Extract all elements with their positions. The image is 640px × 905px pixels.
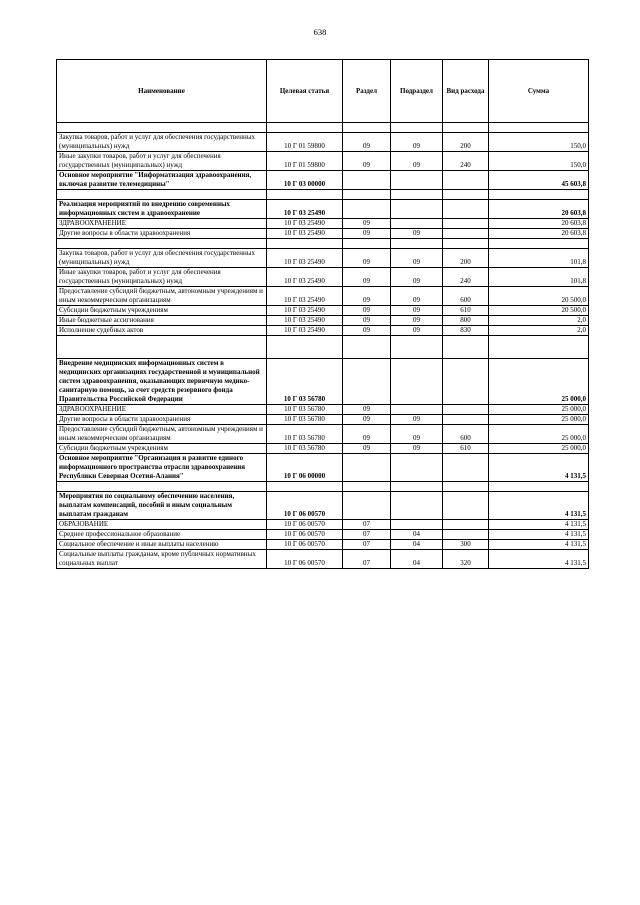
cell-section: 09 [343, 306, 391, 316]
cell-amount: 4 131,5 [489, 520, 589, 530]
cell-section: 07 [343, 550, 391, 569]
cell-subsection [391, 123, 443, 133]
cell-subsection: 04 [391, 540, 443, 550]
cell-expense-type [443, 415, 489, 425]
cell-expense-type: 610 [443, 444, 489, 454]
table-row [57, 520, 589, 530]
cell-target: 10 Г 03 25490 [267, 229, 343, 239]
table-row [57, 133, 589, 152]
cell-name: Социальные выплаты гражданам, кроме публичных нормативных социальных выплат [57, 550, 267, 569]
cell-name: Среднее профессиональное образование [57, 530, 267, 540]
cell-amount: 25 000,0 [489, 444, 589, 454]
cell-amount: 150,0 [489, 152, 589, 171]
cell-target: 10 Г 06 00570 [267, 530, 343, 540]
cell-expense-type [443, 530, 489, 540]
header-subsection: Подраздел [391, 60, 443, 123]
cell-target [267, 239, 343, 249]
cell-name: Предоставление субсидий бюджетным, автономным учреждениям и иным некоммерческим организациям [57, 425, 267, 444]
cell-target: 10 Г 01 59800 [267, 152, 343, 171]
cell-expense-type [443, 171, 489, 190]
cell-expense-type [443, 336, 489, 359]
cell-amount: 2,0 [489, 326, 589, 336]
cell-section: 07 [343, 520, 391, 530]
cell-target: 10 Г 01 59800 [267, 133, 343, 152]
cell-name [57, 123, 267, 133]
cell-name: Закупка товаров, работ и услуг для обеспечения государственных (муниципальных) нужд [57, 133, 267, 152]
cell-expense-type [443, 219, 489, 229]
table-row [57, 190, 589, 200]
cell-amount: 4 131,5 [489, 454, 589, 482]
cell-section [343, 336, 391, 359]
cell-amount: 20 500,0 [489, 306, 589, 316]
cell-amount: 20 603,8 [489, 219, 589, 229]
cell-expense-type [443, 123, 489, 133]
cell-target: 10 Г 06 00570 [267, 492, 343, 520]
cell-subsection [391, 190, 443, 200]
table-row [57, 123, 589, 133]
cell-amount: 4 131,5 [489, 492, 589, 520]
cell-amount: 150,0 [489, 133, 589, 152]
cell-target: 10 Г 03 56780 [267, 425, 343, 444]
table-row [57, 405, 589, 415]
cell-amount [489, 482, 589, 492]
cell-target: 10 Г 03 25490 [267, 326, 343, 336]
cell-subsection: 09 [391, 287, 443, 306]
table-row [57, 239, 589, 249]
cell-name: Закупка товаров, работ и услуг для обеспечения государственных (муниципальных) нужд [57, 249, 267, 268]
cell-amount: 25 000,0 [489, 415, 589, 425]
cell-subsection [391, 492, 443, 520]
cell-section [343, 200, 391, 219]
cell-expense-type [443, 359, 489, 405]
cell-section: 09 [343, 444, 391, 454]
cell-section [343, 171, 391, 190]
table-row [57, 249, 589, 268]
cell-name: Иные закупки товаров, работ и услуг для обеспечения государственных (муниципальных) нужд [57, 152, 267, 171]
cell-target: 10 Г 03 56780 [267, 444, 343, 454]
cell-amount: 2,0 [489, 316, 589, 326]
cell-subsection [391, 171, 443, 190]
cell-subsection [391, 482, 443, 492]
cell-expense-type [443, 454, 489, 482]
cell-section: 07 [343, 540, 391, 550]
cell-subsection [391, 520, 443, 530]
table-row [57, 425, 589, 444]
cell-name [57, 239, 267, 249]
cell-target [267, 482, 343, 492]
cell-name: Другие вопросы в области здравоохранения [57, 415, 267, 425]
cell-name: Иные бюджетные ассигнования [57, 316, 267, 326]
cell-section [343, 190, 391, 200]
cell-section [343, 123, 391, 133]
table-row [57, 530, 589, 540]
cell-expense-type [443, 492, 489, 520]
cell-amount: 25 000,0 [489, 425, 589, 444]
cell-amount [489, 239, 589, 249]
cell-name: ЗДРАВООХРАНЕНИЕ [57, 219, 267, 229]
cell-name [57, 190, 267, 200]
cell-expense-type [443, 200, 489, 219]
cell-subsection: 09 [391, 249, 443, 268]
cell-amount [489, 123, 589, 133]
table-row [57, 492, 589, 520]
cell-name [57, 482, 267, 492]
cell-subsection [391, 336, 443, 359]
cell-subsection [391, 239, 443, 249]
table-row [57, 336, 589, 359]
cell-subsection: 09 [391, 425, 443, 444]
cell-subsection: 09 [391, 152, 443, 171]
table-header-row [57, 60, 589, 123]
cell-target: 10 Г 03 25490 [267, 249, 343, 268]
cell-section: 09 [343, 316, 391, 326]
header-section: Раздел [343, 60, 391, 123]
cell-expense-type: 200 [443, 249, 489, 268]
cell-section: 09 [343, 219, 391, 229]
cell-expense-type: 200 [443, 133, 489, 152]
cell-amount: 20 603,8 [489, 229, 589, 239]
table-row [57, 229, 589, 239]
cell-section: 09 [343, 268, 391, 287]
cell-section [343, 239, 391, 249]
cell-expense-type [443, 482, 489, 492]
table-row [57, 550, 589, 569]
cell-subsection: 09 [391, 229, 443, 239]
cell-amount: 45 603,8 [489, 171, 589, 190]
cell-target: 10 Г 06 00570 [267, 540, 343, 550]
cell-expense-type: 610 [443, 306, 489, 316]
cell-section: 09 [343, 152, 391, 171]
cell-section [343, 482, 391, 492]
cell-target: 10 Г 03 00000 [267, 171, 343, 190]
table-row [57, 268, 589, 287]
cell-expense-type: 320 [443, 550, 489, 569]
cell-expense-type: 240 [443, 152, 489, 171]
cell-subsection: 09 [391, 316, 443, 326]
cell-subsection: 04 [391, 550, 443, 569]
table-row [57, 326, 589, 336]
table-row [57, 540, 589, 550]
cell-target: 10 Г 03 25490 [267, 306, 343, 316]
table-body [57, 123, 589, 569]
cell-subsection [391, 219, 443, 229]
cell-target: 10 Г 03 25490 [267, 200, 343, 219]
cell-target: 10 Г 03 56780 [267, 405, 343, 415]
cell-expense-type: 600 [443, 425, 489, 444]
header-expense-type: Вид расхода [443, 60, 489, 123]
cell-name: Основное мероприятие "Организация и развитие единого информационного пространства отрасли здравоохранения Республики Северная Осетия-Алания" [57, 454, 267, 482]
cell-name [57, 336, 267, 359]
table-row [57, 152, 589, 171]
table-row [57, 306, 589, 316]
cell-section: 07 [343, 530, 391, 540]
cell-name: Социальное обеспечение и иные выплаты населению [57, 540, 267, 550]
cell-section [343, 359, 391, 405]
table-row [57, 482, 589, 492]
cell-target: 10 Г 06 00570 [267, 550, 343, 569]
header-name: Наименование [57, 60, 267, 123]
cell-subsection: 09 [391, 444, 443, 454]
table-row [57, 316, 589, 326]
cell-amount [489, 336, 589, 359]
cell-section: 09 [343, 249, 391, 268]
cell-section: 09 [343, 405, 391, 415]
cell-amount: 20 603,8 [489, 200, 589, 219]
cell-name: Исполнение судебных актов [57, 326, 267, 336]
cell-expense-type [443, 190, 489, 200]
cell-name: ОБРАЗОВАНИЕ [57, 520, 267, 530]
cell-subsection: 09 [391, 306, 443, 316]
cell-amount: 101,8 [489, 249, 589, 268]
header-target: Целевая статья [267, 60, 343, 123]
cell-name: Субсидии бюджетным учреждениям [57, 306, 267, 316]
cell-subsection: 09 [391, 326, 443, 336]
cell-expense-type: 240 [443, 268, 489, 287]
cell-subsection: 09 [391, 415, 443, 425]
cell-subsection: 09 [391, 133, 443, 152]
cell-name: Основное мероприятие "Информатизация здравоохранения, включая развитие телемедицины" [57, 171, 267, 190]
cell-expense-type [443, 239, 489, 249]
table-row [57, 219, 589, 229]
cell-section: 09 [343, 326, 391, 336]
cell-section: 09 [343, 425, 391, 444]
cell-name: ЗДРАВООХРАНЕНИЕ [57, 405, 267, 415]
cell-amount: 4 131,5 [489, 550, 589, 569]
cell-name: Предоставление субсидий бюджетным, автономным учреждениям и иным некоммерческим организациям [57, 287, 267, 306]
cell-target [267, 336, 343, 359]
cell-name: Реализация мероприятий по внедрению современных информационных систем в здравоохранение [57, 200, 267, 219]
cell-subsection [391, 405, 443, 415]
cell-target: 10 Г 03 25490 [267, 287, 343, 306]
cell-expense-type: 800 [443, 316, 489, 326]
cell-expense-type: 830 [443, 326, 489, 336]
cell-subsection [391, 200, 443, 219]
table-row [57, 444, 589, 454]
table-row [57, 415, 589, 425]
cell-section [343, 492, 391, 520]
table-row [57, 171, 589, 190]
cell-target [267, 190, 343, 200]
cell-expense-type [443, 229, 489, 239]
table-row [57, 287, 589, 306]
cell-expense-type: 300 [443, 540, 489, 550]
cell-amount: 101,8 [489, 268, 589, 287]
cell-expense-type [443, 405, 489, 415]
cell-subsection: 09 [391, 268, 443, 287]
cell-section: 09 [343, 133, 391, 152]
cell-amount: 25 000,0 [489, 359, 589, 405]
header-amount: Сумма [489, 60, 589, 123]
table-row [57, 454, 589, 482]
cell-amount: 20 500,0 [489, 287, 589, 306]
cell-subsection [391, 454, 443, 482]
cell-target: 10 Г 06 00000 [267, 454, 343, 482]
cell-name: Другие вопросы в области здравоохранения [57, 229, 267, 239]
cell-target [267, 123, 343, 133]
cell-amount [489, 190, 589, 200]
cell-target: 10 Г 03 56780 [267, 359, 343, 405]
cell-section: 09 [343, 287, 391, 306]
cell-expense-type [443, 520, 489, 530]
cell-section: 09 [343, 229, 391, 239]
cell-target: 10 Г 06 00570 [267, 520, 343, 530]
page-number: 638 [313, 27, 327, 37]
cell-amount: 4 131,5 [489, 540, 589, 550]
cell-name: Мероприятия по социальному обеспечению населения, выплатам компенсаций, пособий и иным социальным выплатам гражданам [57, 492, 267, 520]
cell-section: 09 [343, 415, 391, 425]
cell-target: 10 Г 03 56780 [267, 415, 343, 425]
cell-amount: 4 131,5 [489, 530, 589, 540]
budget-table [56, 59, 589, 569]
cell-amount: 25 000,0 [489, 405, 589, 415]
cell-expense-type: 600 [443, 287, 489, 306]
table-row [57, 200, 589, 219]
cell-subsection [391, 359, 443, 405]
table-row [57, 359, 589, 405]
cell-section [343, 454, 391, 482]
cell-subsection: 04 [391, 530, 443, 540]
cell-name: Иные закупки товаров, работ и услуг для обеспечения государственных (муниципальных) нужд [57, 268, 267, 287]
cell-target: 10 Г 03 25490 [267, 219, 343, 229]
cell-name: Субсидии бюджетным учреждениям [57, 444, 267, 454]
cell-target: 10 Г 03 25490 [267, 316, 343, 326]
cell-target: 10 Г 03 25490 [267, 268, 343, 287]
cell-name: Внедрение медицинских информационных систем в медицинских организациях государственной и муниципальной систем здравоохранения, оказывающих первичную медико-санитарную помощь, за счет средств резервного фонда Правительства Российской Федерации [57, 359, 267, 405]
